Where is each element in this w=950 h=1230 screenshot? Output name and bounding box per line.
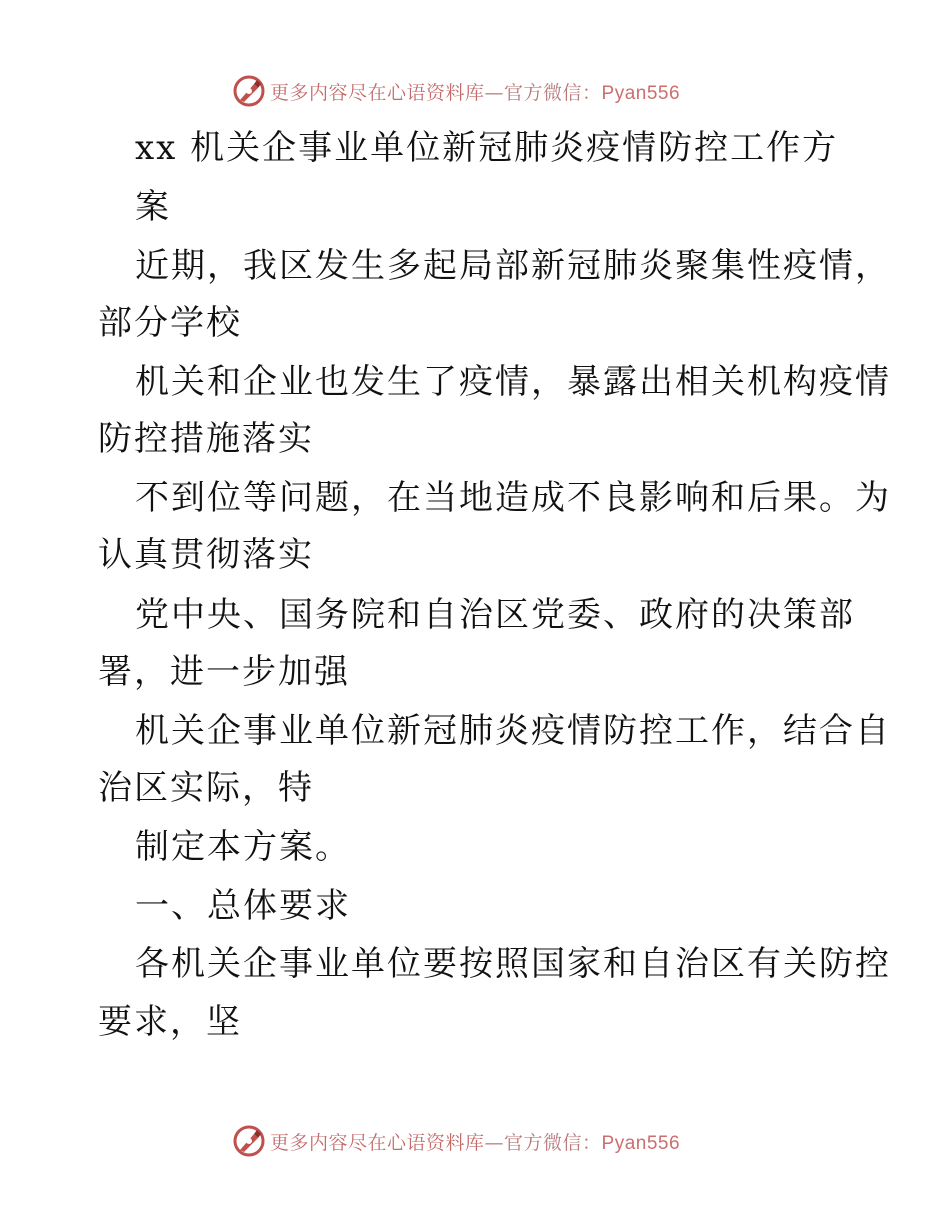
wechat-id: Pyan556 bbox=[601, 82, 681, 104]
paragraph-line: 党中央、国务院和自治区党委、政府的决策部 bbox=[135, 595, 855, 635]
paragraph-line: 近期，我区发生多起局部新冠肺炎聚集性疫情， bbox=[135, 246, 891, 286]
paragraph-line: 部分学校 bbox=[98, 303, 242, 343]
wechat-id: Pyan556 bbox=[601, 1132, 681, 1154]
paragraph-line: 防控措施落实 bbox=[98, 419, 314, 459]
site-text: 更多内容尽在心语资料库 bbox=[270, 1131, 485, 1154]
paragraph-line: 机关和企业也发生了疫情，暴露出相关机构疫情 bbox=[135, 362, 891, 402]
banner-text bbox=[270, 78, 680, 105]
header-banner-content bbox=[232, 74, 680, 108]
header-banner bbox=[0, 70, 950, 110]
wechat-label: 官方微信： bbox=[504, 81, 602, 104]
document-title-line-1: xx 机关企事业单位新冠肺炎疫情防控工作方 bbox=[135, 128, 839, 168]
paragraph-line: 不到位等问题，在当地造成不良影响和后果。为 bbox=[135, 478, 891, 518]
paragraph-line: 制定本方案。 bbox=[135, 827, 351, 867]
wechat-label: 官方微信： bbox=[504, 1131, 602, 1154]
banner-text bbox=[270, 1128, 680, 1155]
paragraph-line: 要求，坚 bbox=[98, 1002, 242, 1042]
paragraph-line: 各机关企事业单位要按照国家和自治区有关防控 bbox=[135, 944, 891, 984]
footer-banner-content bbox=[232, 1124, 680, 1158]
pen-logo-icon bbox=[232, 1124, 266, 1158]
document-title-line-2: 案 bbox=[135, 187, 171, 227]
section-heading: 一、总体要求 bbox=[135, 886, 351, 926]
paragraph-line: 机关企事业单位新冠肺炎疫情防控工作，结合自 bbox=[135, 711, 891, 751]
footer-banner bbox=[0, 1120, 950, 1160]
paragraph-line: 治区实际，特 bbox=[98, 768, 314, 808]
site-text: 更多内容尽在心语资料库 bbox=[270, 81, 485, 104]
banner-separator: — bbox=[484, 1131, 505, 1154]
banner-separator: — bbox=[484, 81, 505, 104]
pen-logo-icon bbox=[232, 74, 266, 108]
paragraph-line: 认真贯彻落实 bbox=[98, 535, 314, 575]
paragraph-line: 署，进一步加强 bbox=[98, 652, 350, 692]
